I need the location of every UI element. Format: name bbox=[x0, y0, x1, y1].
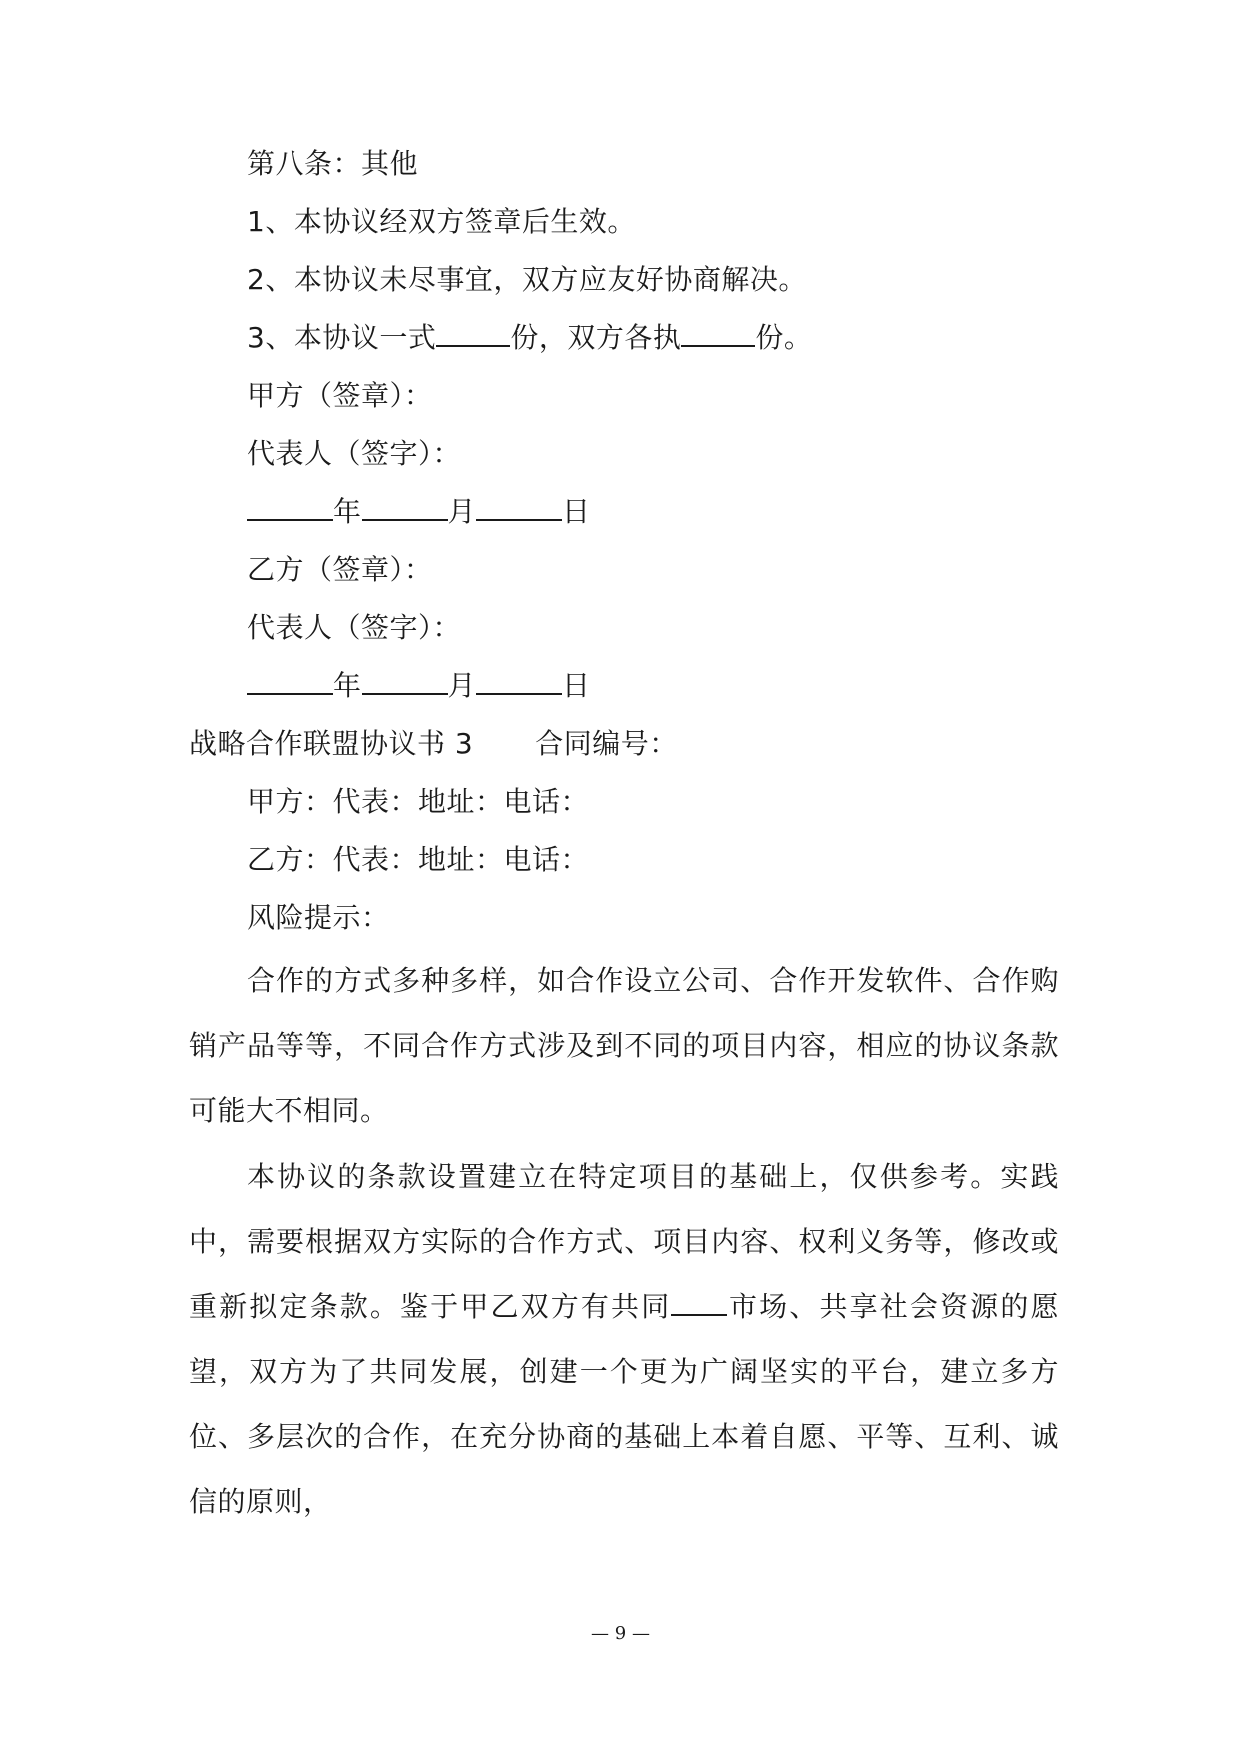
day-label: 日 bbox=[562, 669, 591, 702]
agreement-title-line bbox=[189, 724, 678, 764]
party-b-info: 乙方：代表：地址：电话： bbox=[247, 843, 590, 876]
day-blank bbox=[476, 667, 562, 695]
risk-paragraph-1: 合作的方式多种多样，如合作设立公司、合作开发软件、合作购销产品等等，不同合作方式涉及到不同的项目内容，相应的协议条款可能大不相同。 bbox=[189, 964, 1059, 1127]
month-label: 月 bbox=[447, 495, 477, 528]
party-b-seal: 乙方（签章）： bbox=[247, 553, 433, 586]
clause-3-text-b: 份，双方各执 bbox=[510, 321, 682, 354]
risk-heading: 风险提示： bbox=[247, 901, 390, 934]
year-blank bbox=[247, 493, 333, 521]
risk-paragraph-2 bbox=[189, 1144, 1059, 1534]
risk-paragraph-2-text-a: 本协议的条款设置建立在特定项目的基础上，仅供参考。实践中，需要根据双方实际的合作方式、项目内容、权利义务等，修改或重新拟定条款。鉴于甲乙双方有共同 bbox=[189, 1160, 1059, 1323]
copies-each-blank bbox=[681, 319, 755, 347]
year-blank bbox=[247, 667, 333, 695]
month-blank bbox=[362, 493, 448, 521]
clause-3-text-a: 3、本协议一式 bbox=[247, 321, 437, 354]
copies-total-blank bbox=[436, 319, 510, 347]
clause-2: 2、本协议未尽事宜，双方应友好协商解决。 bbox=[247, 263, 807, 296]
market-blank bbox=[671, 1288, 727, 1316]
party-b-date bbox=[247, 666, 591, 706]
risk-paragraph-2-text-b: 市场、共享社会资源的愿望，双方为了共同发展，创建一个更为广阔坚实的平台，建立多方位、多层次的合作，在充分协商的基础上本着自愿、平等、互利、诚信的原则， bbox=[189, 1290, 1059, 1518]
clause-3 bbox=[247, 318, 812, 358]
year-label: 年 bbox=[333, 669, 362, 702]
clause-1: 1、本协议经双方签章后生效。 bbox=[247, 205, 636, 238]
month-label: 月 bbox=[447, 669, 477, 702]
party-a-representative: 代表人（签字）： bbox=[247, 437, 462, 470]
day-blank bbox=[476, 493, 562, 521]
party-b-representative: 代表人（签字）： bbox=[247, 611, 462, 644]
month-blank bbox=[362, 667, 448, 695]
party-a-date bbox=[247, 492, 591, 532]
day-label: 日 bbox=[562, 495, 591, 528]
party-a-seal: 甲方（签章）： bbox=[247, 379, 433, 412]
party-a-info: 甲方：代表：地址：电话： bbox=[247, 785, 590, 818]
article-heading: 第八条：其他 bbox=[247, 147, 419, 180]
clause-3-text-c: 份。 bbox=[755, 321, 813, 354]
page-number: — 9 — bbox=[591, 1623, 650, 1644]
contract-number-label: 合同编号： bbox=[535, 727, 678, 760]
year-label: 年 bbox=[333, 495, 362, 528]
agreement-title: 战略合作联盟协议书 3 bbox=[189, 727, 474, 760]
